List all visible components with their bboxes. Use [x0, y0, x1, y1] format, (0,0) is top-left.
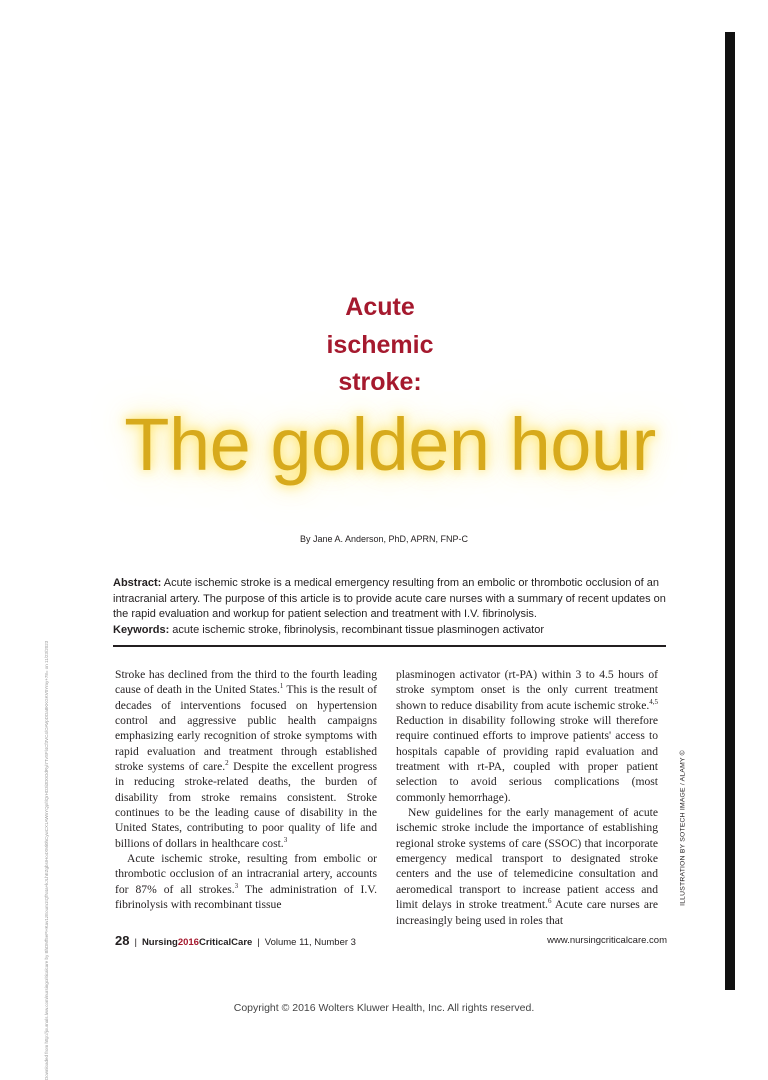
title-line-2: ischemic: [326, 331, 434, 359]
citation-ref: 4,5: [649, 697, 658, 706]
journal-url[interactable]: www.nursingcriticalcare.com: [547, 935, 667, 946]
title-line-1: Acute: [345, 293, 415, 321]
footer-separator: |: [134, 937, 137, 948]
page-edge-bar: [725, 32, 735, 990]
body-text: This is the result of decades of interventions focused on hypertension control and aggressive public health campaigns emphasizing early recognition of stroke symptoms with rapid evaluation and treatment through established stroke systems of care.: [115, 683, 377, 774]
body-text: Acute ischemic stroke, resulting from embolic or thrombotic occlusion of an intracranial artery, accounts for 87% of all strokes.: [115, 852, 377, 896]
side-download-note: Downloaded from http://journals.lww.com/nursingcriticalcare by BhDMf5ePHKav1zEoum1tQfN4a+kJLhEZgbsIHo4XMi0hCywCX1AWnYQp/IlQrHD3i3D0OdRyi7TvSFl4Cf3VC4/OAVpDDa8KKGKV0Ymy+78= on 11/23/2023: [44, 640, 49, 1080]
body-paragraph: [115, 851, 377, 912]
body-text: Acute care nurses are increasingly being used in roles that: [396, 898, 658, 927]
volume-info: Volume 11, Number 3: [264, 937, 356, 948]
section-divider: [113, 645, 666, 647]
abstract-text: Acute ischemic stroke is a medical emergency resulting from an embolic or thrombotic occlusion of an intracranial artery. The purpose of this article is to provide acute care nurses with a summary of recent updates on the rapid evaluation and workup for patient selection and treatment with I.V. fibrinolysis.: [113, 577, 666, 620]
magazine-year: 2016: [177, 937, 199, 948]
body-column-right: [396, 667, 658, 928]
magazine-name-part: Nursing: [141, 937, 178, 948]
illustration-credit: ILLUSTRATION BY SOTECH IMAGE / ALAMY ©: [679, 750, 687, 906]
illustration-credit-wrap: [678, 748, 688, 908]
citation-ref: 1: [279, 682, 284, 691]
page-number: 28: [115, 933, 130, 948]
body-paragraph: [115, 667, 377, 851]
magazine-name-part: CriticalCare: [198, 937, 253, 948]
abstract-block: [113, 576, 666, 638]
body-text: Reduction in disability following stroke will therefore require continued efforts to improve patients' access to hospitals capable of providing rapid evaluation and treatment with rt-PA, coupled with proper patient selection to avoid serious complications (most commonly hemorrhage).: [396, 714, 658, 804]
abstract-paragraph: [113, 576, 666, 623]
footer-separator: |: [257, 937, 260, 948]
magazine-name: [142, 937, 252, 948]
body-text: plasminogen activator (rt-PA) within 3 to 4.5 hours of stroke symptom onset is the only current treatment shown to reduce disability from acute ischemic stroke.: [396, 668, 658, 712]
page-footer: [115, 933, 667, 949]
body-text: Despite the excellent progress in reducing stroke-related deaths, the burden of disability from stroke remains consistent. Stroke continues to be the leading cause of disability in the United States, contributing to poor quality of life and billions of dollars in healthcare cost.: [115, 760, 378, 850]
body-column-left: [115, 667, 377, 913]
body-text: The administration of I.V. fibrinolysis with recombinant tissue: [115, 882, 377, 912]
keywords-text: acute ischemic stroke, fibrinolysis, recombinant tissue plasminogen activator: [169, 623, 545, 636]
headline: The golden hour: [124, 403, 656, 486]
body-text: New guidelines for the early management of acute ischemic stroke include the importance of establishing regional stroke systems of care (SSOC) that incorporate emergency medical transport to designated stroke centers and the use of telemedicine consultation and aeromedical transport to increase patient access and limit delays in stroke treatment.: [396, 806, 658, 912]
citation-ref: 6: [547, 897, 552, 906]
body-text: Stroke has declined from the third to the fourth leading cause of death in the United States.: [115, 668, 377, 697]
abstract-label: Abstract:: [113, 577, 162, 589]
body-paragraph: [396, 805, 658, 928]
title-line-3: stroke:: [338, 368, 422, 396]
keywords-paragraph: [113, 623, 666, 639]
body-paragraph: [396, 667, 658, 805]
citation-ref: 3: [283, 835, 288, 844]
citation-ref: 2: [225, 759, 229, 768]
citation-ref: 3: [234, 881, 239, 890]
keywords-label: Keywords:: [113, 623, 170, 636]
byline: By Jane A. Anderson, PhD, APRN, FNP-C: [299, 534, 469, 544]
copyright-notice: Copyright © 2016 Wolters Kluwer Health, Inc. All rights reserved.: [233, 1002, 535, 1014]
